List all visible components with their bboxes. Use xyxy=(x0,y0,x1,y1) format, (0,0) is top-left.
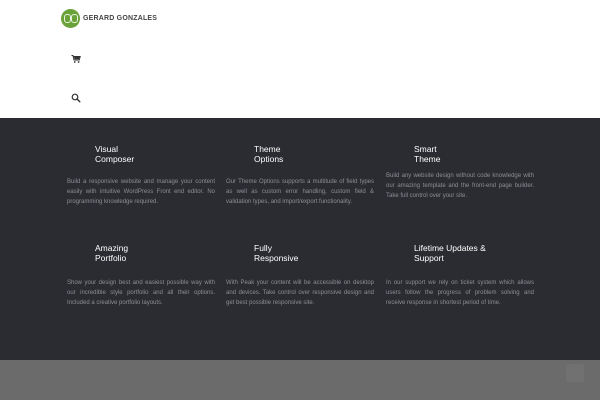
feature-title: Lifetime Updates & Support xyxy=(414,243,486,263)
site-header xyxy=(0,0,600,118)
feature-visual-composer xyxy=(67,144,215,207)
feature-amazing-portfolio xyxy=(67,243,215,308)
footer-strip xyxy=(0,360,600,400)
feature-description: Show your design best and easiest possible way with our incredible style portfolio and all their options. Included a creative portfolio layouts. xyxy=(67,280,215,306)
logo-icon xyxy=(61,9,80,28)
site-logo[interactable] xyxy=(61,9,157,28)
feature-title: Visual Composer xyxy=(95,144,135,164)
feature-smart-theme xyxy=(386,144,534,201)
feature-fully-responsive xyxy=(226,243,374,308)
cart-icon[interactable] xyxy=(71,54,81,64)
feature-description: With Peak your content will be accessible on desktop and devices. Take control over responsive design and get best possible responsive site. xyxy=(226,280,374,306)
brand-name: GERARD GONZALES xyxy=(83,15,158,22)
features-section xyxy=(0,118,600,360)
feature-title: Smart Theme xyxy=(414,144,441,164)
feature-description: Build any website design without code knowledge with our amazing template and the front-end page builder. Take full control over your site. xyxy=(386,173,534,199)
feature-title: Theme Options xyxy=(254,144,284,164)
feature-description: Our Theme Options supports a multitude of field types as well as custom error handling, custom field & validation types, and import/export functionality. xyxy=(226,179,374,205)
feature-description: In our support we rely on ticket system which allows users follow the progress of problem solving and receive response in shortest period of time. xyxy=(386,280,534,306)
feature-title: Amazing Portfolio xyxy=(95,243,129,263)
scroll-top-button[interactable] xyxy=(566,364,584,382)
feature-lifetime-updates xyxy=(386,243,534,308)
feature-title: Fully Responsive xyxy=(254,243,299,263)
feature-theme-options xyxy=(226,144,374,207)
search-icon[interactable] xyxy=(71,93,81,103)
feature-description: Build a responsive website and manage your content easily with intuitive WordPress Front end editor. No programming knowledge required. xyxy=(67,179,215,205)
